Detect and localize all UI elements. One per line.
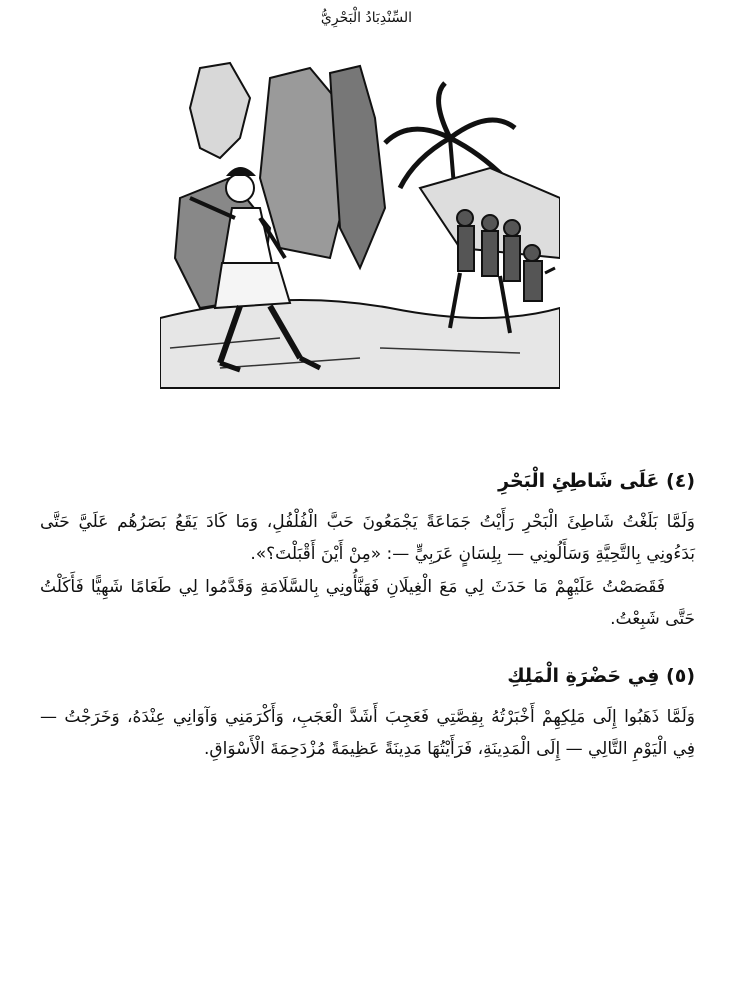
running-head: السِّنْدِبَادُ الْبَحْرِيُّ (320, 10, 413, 26)
section-heading: (٤) عَلَى شَاطِئِ الْبَحْرِ (498, 470, 695, 492)
woodcut-illustration (160, 58, 560, 398)
paragraph: وَلَمَّا بَلَغْتُ شَاطِئَ الْبَحْرِ رَأَيْتُ جَمَاعَةً يَجْمَعُونَ حَبَّ الْفُلْفُلِ، وَمَا كَادَ يَقَعُ بَصَرُهُم عَلَيَّ حَتَّى بَدَءُونِي بِالتَّحِيَّةِ وَسَأَلُونِي — بِلِسَانٍ عَرَبِيٍّ —: «مِنْ أَيْنَ أَقْبَلْتَ؟». (40, 512, 695, 565)
main-text (40, 470, 695, 766)
paragraph: فَقَصَصْتُ عَلَيْهِمْ مَا حَدَثَ لِي مَعَ الْغِيلَانِ فَهَنَّأُونِي بِالسَّلَامَةِ وَقَدَّمُوا لِي طَعَامًا شَهِيًّا فَأَكَلْتُ حَتَّى شَبِعْتُ. (40, 576, 695, 629)
paragraph: وَلَمَّا ذَهَبُوا إِلَى مَلِكِهِمْ أَخْبَرْتُهُ بِقِصَّتِي فَعَجِبَ أَشَدَّ الْعَجَبِ، وَأَكْرَمَنِي وَآوَانِي عِنْدَهُ، وَخَرَجْتُ — فِي الْيَوْمِ التَّالِي — إِلَى الْمَدِينَةِ، فَرَأَيْتُهَا مَدِينَةً عَظِيمَةً مُزْدَحِمَةَ الْأَسْوَاقِ. (40, 707, 695, 760)
section-4 (40, 470, 695, 635)
section-heading: (٥) فِي حَضْرَةِ الْمَلِكِ (507, 665, 695, 688)
section-5 (40, 665, 695, 766)
